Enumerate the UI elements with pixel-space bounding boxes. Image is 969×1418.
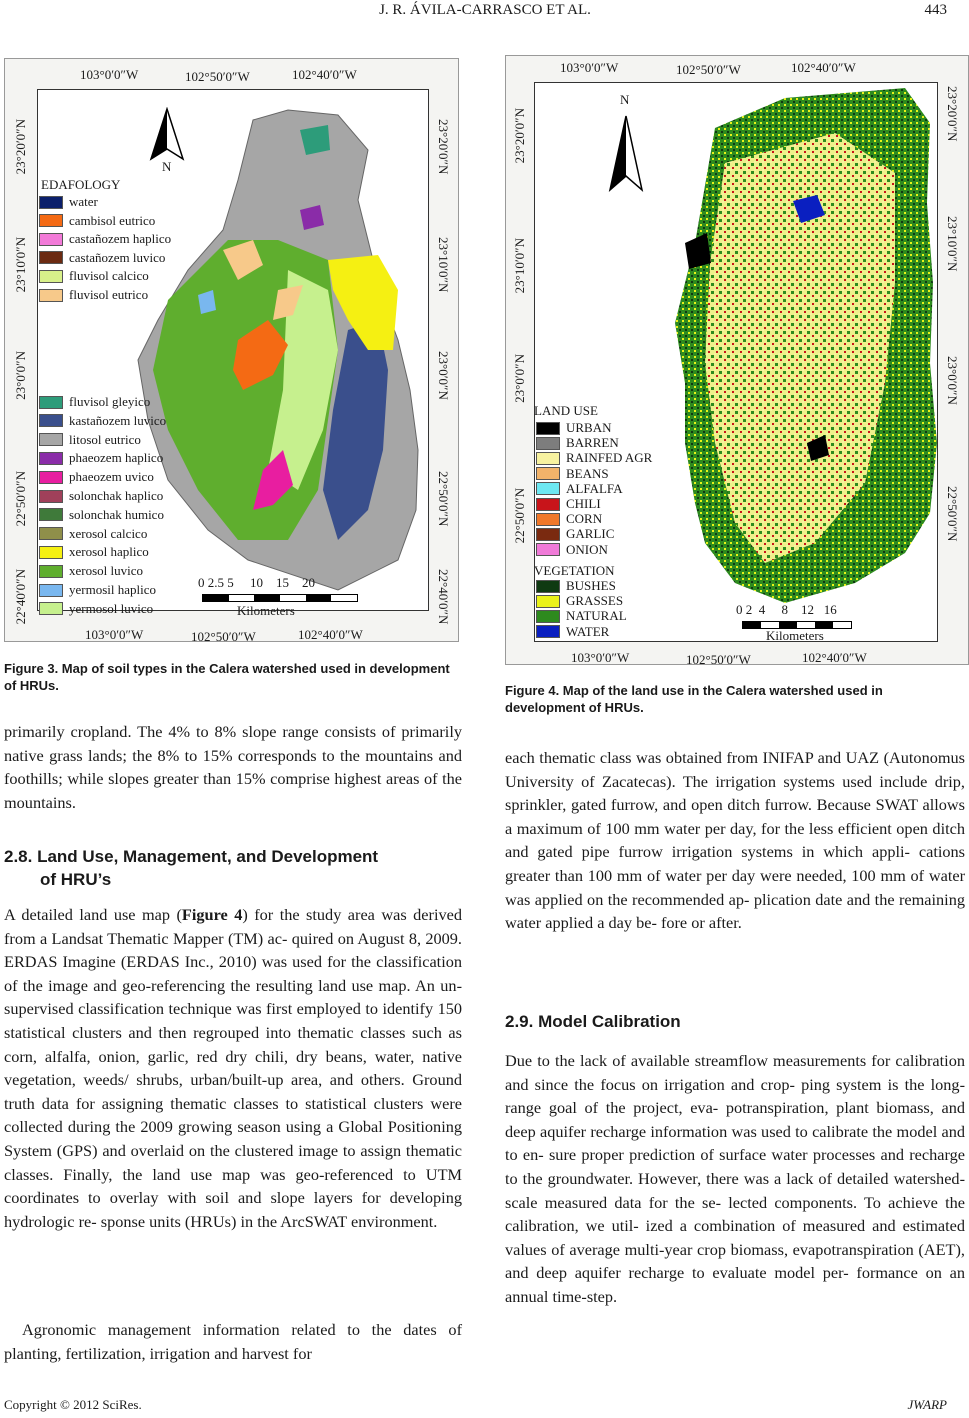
fig4-legend-label: BUSHES bbox=[566, 578, 616, 593]
fig4-legend-swatch bbox=[536, 437, 560, 450]
fig3-legend-label: fluvisol calcico bbox=[69, 268, 149, 284]
fig3-legend-item bbox=[39, 214, 155, 228]
fig4-legend-swatch bbox=[536, 452, 560, 465]
fig4-legend-item bbox=[536, 609, 627, 623]
fig3-legend-label: yermosol luvico bbox=[69, 600, 154, 616]
fig3-legend-swatch bbox=[39, 433, 63, 446]
fig4-legend-item bbox=[536, 543, 608, 557]
fig4-legend-label: BEANS bbox=[566, 465, 609, 481]
fig3-scale-labels: 0 2.5 5 10 15 20 bbox=[198, 575, 315, 590]
fig4-legend-title-veg: VEGETATION bbox=[534, 563, 615, 578]
fig3-legend-item bbox=[39, 508, 164, 522]
fig4-legend-item bbox=[536, 594, 623, 608]
fig3-legend-label: castañozem haplico bbox=[69, 231, 172, 247]
fig4-legend-swatch bbox=[536, 467, 560, 480]
fig4-lon-top-2: 102°50′0″W bbox=[676, 62, 741, 77]
footer-copyright: Copyright © 2012 SciRes. bbox=[4, 1397, 142, 1412]
fig4-legend-label: CHILI bbox=[566, 496, 601, 511]
section-2-9-title: 2.9. Model Calibration bbox=[505, 1012, 681, 1031]
fig3-legend-swatch bbox=[39, 508, 63, 521]
fig3-legend-swatch bbox=[39, 233, 63, 246]
fig3-legend-swatch bbox=[39, 527, 63, 540]
fig3-legend-swatch bbox=[39, 490, 63, 503]
fig3-lat-right-5: 22°40′0″N bbox=[436, 569, 451, 625]
fig4-legend-swatch bbox=[536, 595, 560, 608]
fig4-lon-bottom-1: 103°0′0″W bbox=[571, 650, 630, 665]
fig3-lon-bottom-1: 103°0′0″W bbox=[85, 627, 144, 642]
fig3-legend-item bbox=[39, 451, 163, 465]
fig3-legend-swatch bbox=[39, 251, 63, 264]
fig4-legend-swatch bbox=[536, 498, 560, 511]
fig3-legend-label: water bbox=[69, 194, 98, 209]
fig4-legend-label: CORN bbox=[566, 511, 603, 527]
fig3-legend-swatch bbox=[39, 289, 63, 302]
fig4-legend-label: ALFALFA bbox=[566, 480, 623, 496]
fig4-legend-item bbox=[536, 579, 616, 593]
fig4-scale-unit: Kilometers bbox=[766, 628, 824, 643]
fig4-legend-label: ONION bbox=[566, 541, 608, 557]
fig3-legend-swatch bbox=[39, 196, 63, 209]
left-paragraph-1 bbox=[4, 903, 462, 1233]
fig3-lat-left-3: 23°0′0″N bbox=[13, 351, 28, 400]
fig3-legend-label: castañozem luvico bbox=[69, 249, 166, 265]
fig3-legend-label: fluvisol gleyico bbox=[69, 394, 151, 409]
fig4-legend-label: BARREN bbox=[566, 435, 619, 451]
fig3-legend-label: phaeozem haplico bbox=[69, 450, 164, 466]
fig3-legend-label: litosol eutrico bbox=[69, 431, 141, 447]
fig3-legend-item bbox=[39, 288, 148, 302]
fig3-legend-item bbox=[39, 489, 163, 503]
fig4-legend-label: URBAN bbox=[566, 420, 612, 435]
fig3-legend-label: xerosol calcico bbox=[69, 525, 148, 541]
fig3-north-label: N bbox=[162, 159, 172, 174]
fig4-legend-swatch bbox=[536, 543, 560, 556]
fig3-legend-title: EDAFOLOGY bbox=[41, 177, 121, 192]
fig3-legend-item bbox=[39, 433, 141, 447]
fig3-legend-item bbox=[39, 470, 154, 484]
fig3-legend-label: solonchak humico bbox=[69, 506, 164, 522]
fig4-lat-left-1: 23°20′0″N bbox=[512, 108, 527, 164]
fig4-legend-item bbox=[536, 436, 619, 450]
fig4-legend-item bbox=[536, 625, 609, 639]
fig3-legend-swatch bbox=[39, 414, 63, 427]
fig3-lat-right-2: 23°10′0″N bbox=[436, 237, 451, 293]
fig4-lon-top-3: 102°40′0″W bbox=[791, 60, 856, 75]
fig3-legend-swatch bbox=[39, 602, 63, 615]
fig3-legend-item bbox=[39, 414, 166, 428]
fig3-lat-left-5: 22°40′0″N bbox=[13, 569, 28, 625]
fig3-legend-swatch bbox=[39, 584, 63, 597]
fig3-legend-item bbox=[39, 545, 149, 559]
fig3-lat-left-2: 23°10′0″N bbox=[13, 237, 28, 293]
fig3-legend-label: xerosol luvico bbox=[69, 563, 144, 579]
north-arrow-icon bbox=[147, 107, 187, 167]
fig4-legend-label: RAINFED AGR bbox=[566, 450, 653, 466]
running-title: J. R. ÁVILA-CARRASCO ET AL. bbox=[379, 2, 591, 18]
fig4-legend-item bbox=[536, 451, 652, 465]
fig4-north-label: N bbox=[620, 92, 630, 107]
figure-3 bbox=[4, 58, 459, 642]
fig4-legend-item bbox=[536, 497, 601, 511]
fig4-lat-right-4: 22°50′0″N bbox=[945, 486, 960, 542]
right-paragraph-2: Due to the lack of available streamflow measurements for calibration and since the focus on irrigation and crop- ping system is the long-range goal of the project, eva- potranspiration, plant biomass, and deep aquifer recharge information was used to calibrate the model and to en- sure proper prediction of surface water processes and recharge to the groundwater. However, there was a lack of detailed watershed-scale measured data for the se- lected components. To achieve the calibration, we util- ized a combination of measured and estimated values of average multi-year crop biomass, evapotranspiration (AET), and deep aquifer recharge to evaluate model per- formance on an annual time-step. bbox=[505, 1051, 965, 1306]
fig3-legend-label: fluvisol eutrico bbox=[69, 287, 149, 302]
fig3-legend-label: solonchak haplico bbox=[69, 488, 164, 503]
fig4-legend-item bbox=[536, 482, 623, 496]
fig3-legend-item bbox=[39, 395, 150, 409]
fig3-legend-item bbox=[39, 269, 149, 283]
fig4-lat-right-2: 23°10′0″N bbox=[945, 216, 960, 272]
fig4-lat-left-4: 22°50′0″N bbox=[512, 488, 527, 544]
fig3-lon-bottom-3: 102°40′0″W bbox=[298, 627, 363, 642]
fig4-legend-item bbox=[536, 467, 609, 481]
figure-4-frame bbox=[534, 82, 938, 642]
fig3-legend-item bbox=[39, 195, 98, 209]
fig3-legend-item bbox=[39, 527, 147, 541]
fig4-legend-label: GRASSES bbox=[566, 593, 624, 609]
fig3-legend-label: cambisol eutrico bbox=[69, 212, 156, 228]
fig3-lat-left-1: 23°20′0″N bbox=[13, 119, 28, 175]
fig4-legend-label: WATER bbox=[566, 623, 610, 639]
page-number: 443 bbox=[924, 2, 947, 18]
fig4-legend-swatch bbox=[536, 528, 560, 541]
section-2-8-title-line2: of HRU’s bbox=[40, 870, 112, 889]
left-intro-paragraph: primarily cropland. The 4% to 8% slope range consists of primarily native grass lands; the 8% to 15% corresponds to the mountains and foothills; while slopes greater than 15% comprise highest areas of the mountains. bbox=[4, 722, 462, 812]
fig4-legend-swatch bbox=[536, 610, 560, 623]
fig3-legend-swatch bbox=[39, 546, 63, 559]
fig4-lat-left-3: 23°0′0″N bbox=[512, 354, 527, 403]
fig4-legend-item bbox=[536, 527, 614, 541]
figure-3-caption: Figure 3. Map of soil types in the Calera watershed used in development of HRUs. bbox=[4, 661, 450, 693]
fig3-legend-swatch bbox=[39, 214, 63, 227]
fig3-legend-swatch bbox=[39, 270, 63, 283]
fig4-lon-bottom-2: 102°50′0″W bbox=[686, 652, 751, 667]
right-paragraph-1: each thematic class was obtained from INIFAP and UAZ (Autonomus University of Zacatecas). The irrigation systems used include drip, sprinkler, gated furrow, and open ditch furrow. Because SWAT allows a maximum of 100 mm water per day, for the less efficient open ditch and gated pipe furrow irrigation systems in which appli- cations greater than 100 mm of water per day were needed, 100 mm of water was applied on the recommended ap- plication date and the remaining water applied a day be- fore or after. bbox=[505, 748, 965, 933]
fig3-legend-label: xerosol haplico bbox=[69, 544, 149, 560]
fig3-lat-right-4: 22°50′0″N bbox=[436, 471, 451, 527]
left-paragraph-2: Agronomic management information related to the dates of planting, fertilization, irrigation and harvest for bbox=[4, 1320, 462, 1363]
figure-4-caption: Figure 4. Map of the land use in the Calera watershed used in development of HRUs. bbox=[505, 683, 883, 715]
fig3-legend-swatch bbox=[39, 452, 63, 465]
fig4-lat-right-1: 23°20′0″N bbox=[945, 86, 960, 142]
fig4-lat-left-2: 23°10′0″N bbox=[512, 238, 527, 294]
fig3-legend-swatch bbox=[39, 396, 63, 409]
fig4-legend-title-land: LAND USE bbox=[534, 403, 598, 418]
para-1-pre: A detailed land use map ( bbox=[4, 905, 182, 924]
fig4-legend-item bbox=[536, 512, 602, 526]
figure-4-reference: Figure 4 bbox=[181, 905, 243, 924]
fig3-lon-top-3: 102°40′0″W bbox=[292, 67, 357, 82]
fig4-lon-top-1: 103°0′0″W bbox=[560, 60, 619, 75]
fig4-legend-swatch bbox=[536, 422, 560, 435]
footer-journal: JWARP bbox=[907, 1397, 947, 1412]
section-2-8-title bbox=[4, 845, 462, 891]
fig3-legend-label: phaeozem uvico bbox=[69, 469, 154, 485]
fig4-legend-label: NATURAL bbox=[566, 608, 627, 624]
fig3-legend-label: yermosil haplico bbox=[69, 582, 157, 597]
fig4-legend-label: GARLIC bbox=[566, 526, 615, 542]
north-arrow-icon bbox=[606, 114, 646, 198]
fig3-lon-top-1: 103°0′0″W bbox=[80, 67, 139, 82]
fig3-legend-swatch bbox=[39, 565, 63, 578]
fig3-legend-label: kastañozem luvico bbox=[69, 412, 167, 428]
fig4-scale-labels: 0 2 4 8 12 16 bbox=[736, 602, 837, 617]
fig4-lon-bottom-3: 102°40′0″W bbox=[802, 650, 867, 665]
fig3-legend-item bbox=[39, 602, 153, 616]
fig3-lon-top-2: 102°50′0″W bbox=[185, 69, 250, 84]
fig3-legend-item bbox=[39, 564, 143, 578]
fig4-legend-swatch bbox=[536, 482, 560, 495]
fig4-legend-item bbox=[536, 421, 612, 435]
fig4-legend-swatch bbox=[536, 513, 560, 526]
figure-4 bbox=[505, 55, 969, 665]
para-1-post: ) for the study area was derived from a Landsat Thematic Mapper (TM) ac- quired on August 8, 2009. ERDAS Imagine (ERDAS Inc., 2010) was used for the classification of the image and geo-referencing the resulting land use map. An un- supervised classification technique was first employed to identify 150 statistical clusters and then regrouped into thematic classes such as corn, alfalfa, onion, garlic, red dry chili, dry beans, water, native vegetation, weeds/ shrubs, urban/built-up area, and others. Ground truth data for assigning thematic classes to statistical clusters were collected during the 2009 growing season using a Global Positioning System (GPS) and overlaid on the clustered image to assign thematic classes. Finally, the land use map was geo-referenced to UTM coordinates to overlay with soil and slope layers for developing hydrologic re- sponse units (HRUs) in the ArcSWAT environment. bbox=[4, 905, 462, 1231]
fig4-legend-swatch bbox=[536, 580, 560, 593]
section-2-8-title-line1: 2.8. Land Use, Management, and Development bbox=[4, 847, 379, 866]
fig3-lon-bottom-2: 102°50′0″W bbox=[191, 629, 256, 644]
fig3-scale-bar bbox=[202, 594, 358, 602]
fig3-scale-unit: Kilometers bbox=[237, 603, 295, 618]
fig3-lat-right-3: 23°0′0″N bbox=[436, 351, 451, 400]
fig4-legend-swatch bbox=[536, 625, 560, 638]
fig4-lat-right-3: 23°0′0″N bbox=[945, 356, 960, 405]
fig3-legend-swatch bbox=[39, 471, 63, 484]
fig3-lat-left-4: 22°50′0″N bbox=[13, 471, 28, 527]
fig3-legend-item bbox=[39, 583, 156, 597]
fig3-legend-item bbox=[39, 232, 171, 246]
fig3-lat-right-1: 23°20′0″N bbox=[436, 119, 451, 175]
fig3-legend-item bbox=[39, 251, 165, 265]
